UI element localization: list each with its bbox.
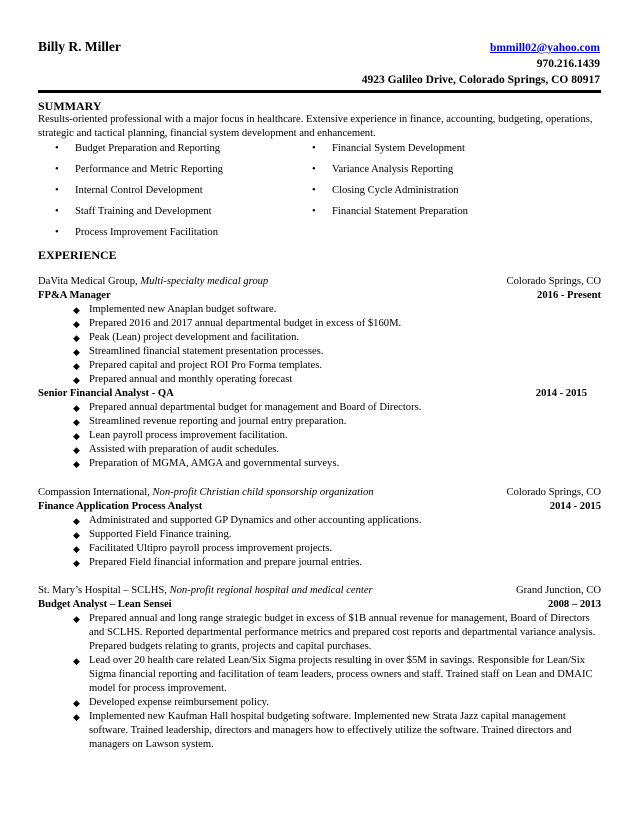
list-item: ◆ Prepared Field financial information and prepare journal entries.	[73, 557, 362, 568]
list-item: ◆ Assisted with preparation of audit schedules.	[73, 444, 280, 455]
role-row	[38, 500, 601, 514]
role-dates: 2014 - 2015	[535, 388, 587, 399]
job-entry	[38, 584, 601, 752]
bullet-icon: •	[55, 143, 59, 154]
employer-description: Non-profit regional hospital and medical center	[169, 585, 373, 596]
list-item: ◆ Prepared capital and project ROI Pro Forma templates.	[73, 360, 322, 371]
role-title: Senior Financial Analyst - QA	[38, 388, 174, 399]
job-location: Grand Junction, CO	[515, 585, 601, 596]
diamond-bullet-icon: ◆	[73, 305, 80, 315]
list-item: ◆ Facilitated Ultipro payroll process improvement projects.	[73, 543, 333, 554]
diamond-bullet-icon: ◆	[73, 333, 80, 343]
list-item: ◆ Prepared 2016 and 2017 annual departmental budget in excess of $160M.	[73, 318, 402, 329]
employer-description: Non-profit Christian child sponsorship organization	[152, 487, 374, 498]
contact-block	[362, 40, 600, 88]
list-item: ◆ Peak (Lean) project development and facilitation.	[73, 332, 300, 343]
list-item: ◆ Prepared annual and long range strategic budget in excess of $1B annual revenue for management, Board of Directors and SCLHS. Reported departmental performance metrics and prepared cost reports and departmental variance analysis. Prepared budgets relating to grants, projects and capital purchases.	[73, 613, 596, 652]
summary-heading: SUMMARY	[38, 99, 102, 113]
diamond-bullet-icon: ◆	[73, 375, 80, 385]
list-item: ◆ Developed expense reimbursement policy.	[73, 697, 269, 708]
candidate-name: Billy R. Miller	[38, 39, 121, 54]
bullet-icon: •	[312, 143, 316, 154]
job-location: Colorado Springs, CO	[506, 487, 601, 498]
diamond-bullet-icon: ◆	[73, 656, 80, 666]
employer-name: Compassion International,	[38, 487, 150, 498]
address: 4923 Galileo Drive, Colorado Springs, CO 80917	[361, 74, 600, 86]
list-item: ◆ Lead over 20 health care related Lean/Six Sigma projects resulting in over $5M in savings. Responsible for Lean/Six Sigma financial reporting and facilitation of team leaders, process owners and staff. Trained staff on Lean and DMAIC model for process improvement.	[73, 655, 593, 694]
role-dates: 2016 - Present	[537, 290, 601, 301]
role-title: FP&A Manager	[38, 290, 111, 301]
role-title: Finance Application Process Analyst	[38, 501, 203, 512]
diamond-bullet-icon: ◆	[73, 445, 80, 455]
role-bullets	[38, 612, 601, 752]
list-item: ◆ Streamlined financial statement presentation processes.	[73, 346, 324, 357]
employer-description: Multi-specialty medical group	[140, 276, 269, 287]
role-dates: 2008 – 2013	[548, 599, 601, 610]
list-item: ◆ Supported Field Finance training.	[73, 529, 232, 540]
diamond-bullet-icon: ◆	[73, 347, 80, 357]
list-item: ◆ Streamlined revenue reporting and journal entry preparation.	[73, 416, 347, 427]
bullet-icon: •	[55, 164, 59, 175]
diamond-bullet-icon: ◆	[73, 431, 80, 441]
diamond-bullet-icon: ◆	[73, 614, 80, 624]
diamond-bullet-icon: ◆	[73, 530, 80, 540]
employer-name: DaVita Medical Group,	[38, 276, 138, 287]
bullet-icon: •	[312, 185, 316, 196]
diamond-bullet-icon: ◆	[73, 403, 80, 413]
job-entry	[38, 275, 601, 471]
diamond-bullet-icon: ◆	[73, 558, 80, 568]
bullet-icon: •	[55, 227, 59, 238]
list-item: ◆ Preparation of MGMA, AMGA and governmental surveys.	[73, 458, 340, 469]
header-divider	[38, 90, 601, 93]
employer-name: St. Mary’s Hospital – SCLHS,	[38, 585, 167, 596]
diamond-bullet-icon: ◆	[73, 417, 80, 427]
list-item: ◆ Administrated and supported GP Dynamics and other accounting applications.	[73, 515, 422, 526]
phone-number: 970.216.1439	[536, 58, 600, 70]
job-location: Colorado Springs, CO	[506, 276, 601, 287]
list-item: ◆ Prepared annual and monthly operating forecast	[73, 374, 293, 385]
diamond-bullet-icon: ◆	[73, 361, 80, 371]
bullet-icon: •	[312, 206, 316, 217]
employer-row	[38, 486, 601, 500]
list-item: ◆ Implemented new Kaufman Hall hospital budgeting software. Implemented new Strata Jazz capital management software. Trained leadership, directors and managers how to effectively utilize the software. Trained directors and managers on Lawson system.	[73, 711, 572, 750]
diamond-bullet-icon: ◆	[73, 712, 80, 722]
role-bullets	[38, 401, 601, 471]
list-item: ◆ Implemented new Anaplan budget software.	[73, 304, 277, 315]
bullet-icon: •	[55, 185, 59, 196]
role-row	[38, 387, 601, 401]
list-item: ◆ Prepared annual departmental budget for management and Board of Directors.	[73, 402, 422, 413]
employer-row	[38, 584, 601, 598]
bullet-icon: •	[312, 164, 316, 175]
role-bullets	[38, 514, 601, 570]
employer-row	[38, 275, 601, 289]
job-entry	[38, 486, 601, 570]
summary-text: Results-oriented professional with a major focus in healthcare. Extensive experience in finance, accounting, budgeting, operations, strategic and tactical planning, financial system development and enhancement.	[38, 114, 593, 139]
diamond-bullet-icon: ◆	[73, 698, 80, 708]
diamond-bullet-icon: ◆	[73, 459, 80, 469]
experience-heading: EXPERIENCE	[38, 248, 117, 262]
list-item: ◆ Lean payroll process improvement facilitation.	[73, 430, 288, 441]
role-title: Budget Analyst – Lean Sensei	[38, 599, 172, 610]
role-dates: 2014 - 2015	[549, 501, 601, 512]
role-row	[38, 598, 601, 612]
diamond-bullet-icon: ◆	[73, 544, 80, 554]
diamond-bullet-icon: ◆	[73, 319, 80, 329]
role-bullets	[38, 303, 601, 387]
bullet-icon: •	[55, 206, 59, 217]
email-link[interactable]: bmmill02@yahoo.com	[489, 42, 600, 54]
diamond-bullet-icon: ◆	[73, 516, 80, 526]
role-row	[38, 289, 601, 303]
